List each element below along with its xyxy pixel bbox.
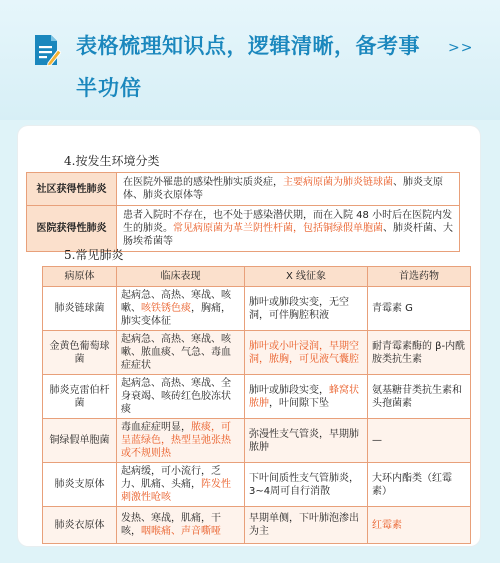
table-row (43, 287, 471, 331)
xray-cell: 早期单侧，下叶肺泡渗出为主 (245, 507, 368, 544)
clinical-cell: 发热、寒战，肌痛，干咳，咽喉痛、声音嘶哑 (117, 507, 245, 544)
pathogen-name: 肺炎链球菌 (43, 287, 117, 331)
clinical-cell: 起病急、高热、寒战、全身衰竭、咳砖红色胶冻状痰 (117, 375, 245, 419)
table-row (43, 463, 471, 507)
more-arrows-icon[interactable]: >> (448, 40, 474, 56)
column-header: 临床表现 (117, 267, 245, 287)
clinical-cell: 起病急、高热、寒战、咳嗽、咳铁锈色痰，胸痛，肺实变体征 (117, 287, 245, 331)
table-row (27, 173, 460, 206)
column-header: X 线征象 (245, 267, 368, 287)
column-header: 首选药物 (368, 267, 471, 287)
pathogen-name: 肺炎衣原体 (43, 507, 117, 544)
xray-cell: 肺叶或肺段实变，无空洞，可伴胸腔积液 (245, 287, 368, 331)
row-label: 社区获得性肺炎 (27, 173, 117, 206)
table-row (43, 331, 471, 375)
document-edit-icon (33, 33, 61, 67)
table-row (43, 375, 471, 419)
section4-title: 4.按发生环境分类 (64, 154, 160, 168)
table-row (27, 206, 460, 252)
table-header-row (43, 267, 471, 287)
drug-cell: — (368, 419, 471, 463)
headline-line1: 表格梳理知识点，逻辑清晰，备考事 (76, 33, 420, 58)
xray-cell: 肺叶或小叶浸润，早期空洞，脓胸，可见液气囊腔 (245, 331, 368, 375)
drug-cell: 红霉素 (368, 507, 471, 544)
pathogen-name: 肺炎克雷伯杆菌 (43, 375, 117, 419)
xray-cell: 下叶间质性支气管肺炎，3~4周可自行消散 (245, 463, 368, 507)
headline-line2: 半功倍 (76, 75, 142, 100)
clinical-cell: 毒血症症明显，脓痰，可呈蓝绿色，热型呈弛张热或不规则热 (117, 419, 245, 463)
xray-cell: 弥漫性支气管炎，早期肺脓肿 (245, 419, 368, 463)
environment-table (26, 172, 460, 252)
column-header: 病原体 (43, 267, 117, 287)
header-banner (0, 0, 500, 120)
drug-cell: 青霉素 G (368, 287, 471, 331)
table-row (43, 507, 471, 544)
table-row (43, 419, 471, 463)
section5-title: 5.常见肺炎 (64, 248, 124, 262)
clinical-cell: 起病急、高热、寒战、咳嗽、脓血痰、气急、毒血症症状 (117, 331, 245, 375)
row-description: 在医院外罹患的感染性肺实质炎症，主要病原菌为肺炎链球菌、肺炎支原体、肺炎衣原体等 (117, 173, 460, 206)
pathogen-name: 金黄色葡萄球菌 (43, 331, 117, 375)
clinical-cell: 起病缓，可小流行，乏力、肌痛、头痛，阵发性刺激性呛咳 (117, 463, 245, 507)
drug-cell: 氨基糖苷类抗生素和头孢菌素 (368, 375, 471, 419)
xray-cell: 肺叶或肺段实变，蜂窝状脓肿，叶间隙下坠 (245, 375, 368, 419)
drug-cell: 耐青霉素酶的 β-内酰胺类抗生素 (368, 331, 471, 375)
pathogen-name: 铜绿假单胞菌 (43, 419, 117, 463)
row-label: 医院获得性肺炎 (27, 206, 117, 252)
drug-cell: 大环内酯类（红霉素） (368, 463, 471, 507)
pathogen-table (42, 266, 471, 544)
pathogen-name: 肺炎支原体 (43, 463, 117, 507)
row-description: 患者入院时不存在，也不处于感染潜伏期，而在入院 48 小时后在医院内发生的肺炎。常见病原菌为革兰阴性杆菌，包括铜绿假单胞菌、肺炎杆菌、大肠埃希菌等 (117, 206, 460, 252)
